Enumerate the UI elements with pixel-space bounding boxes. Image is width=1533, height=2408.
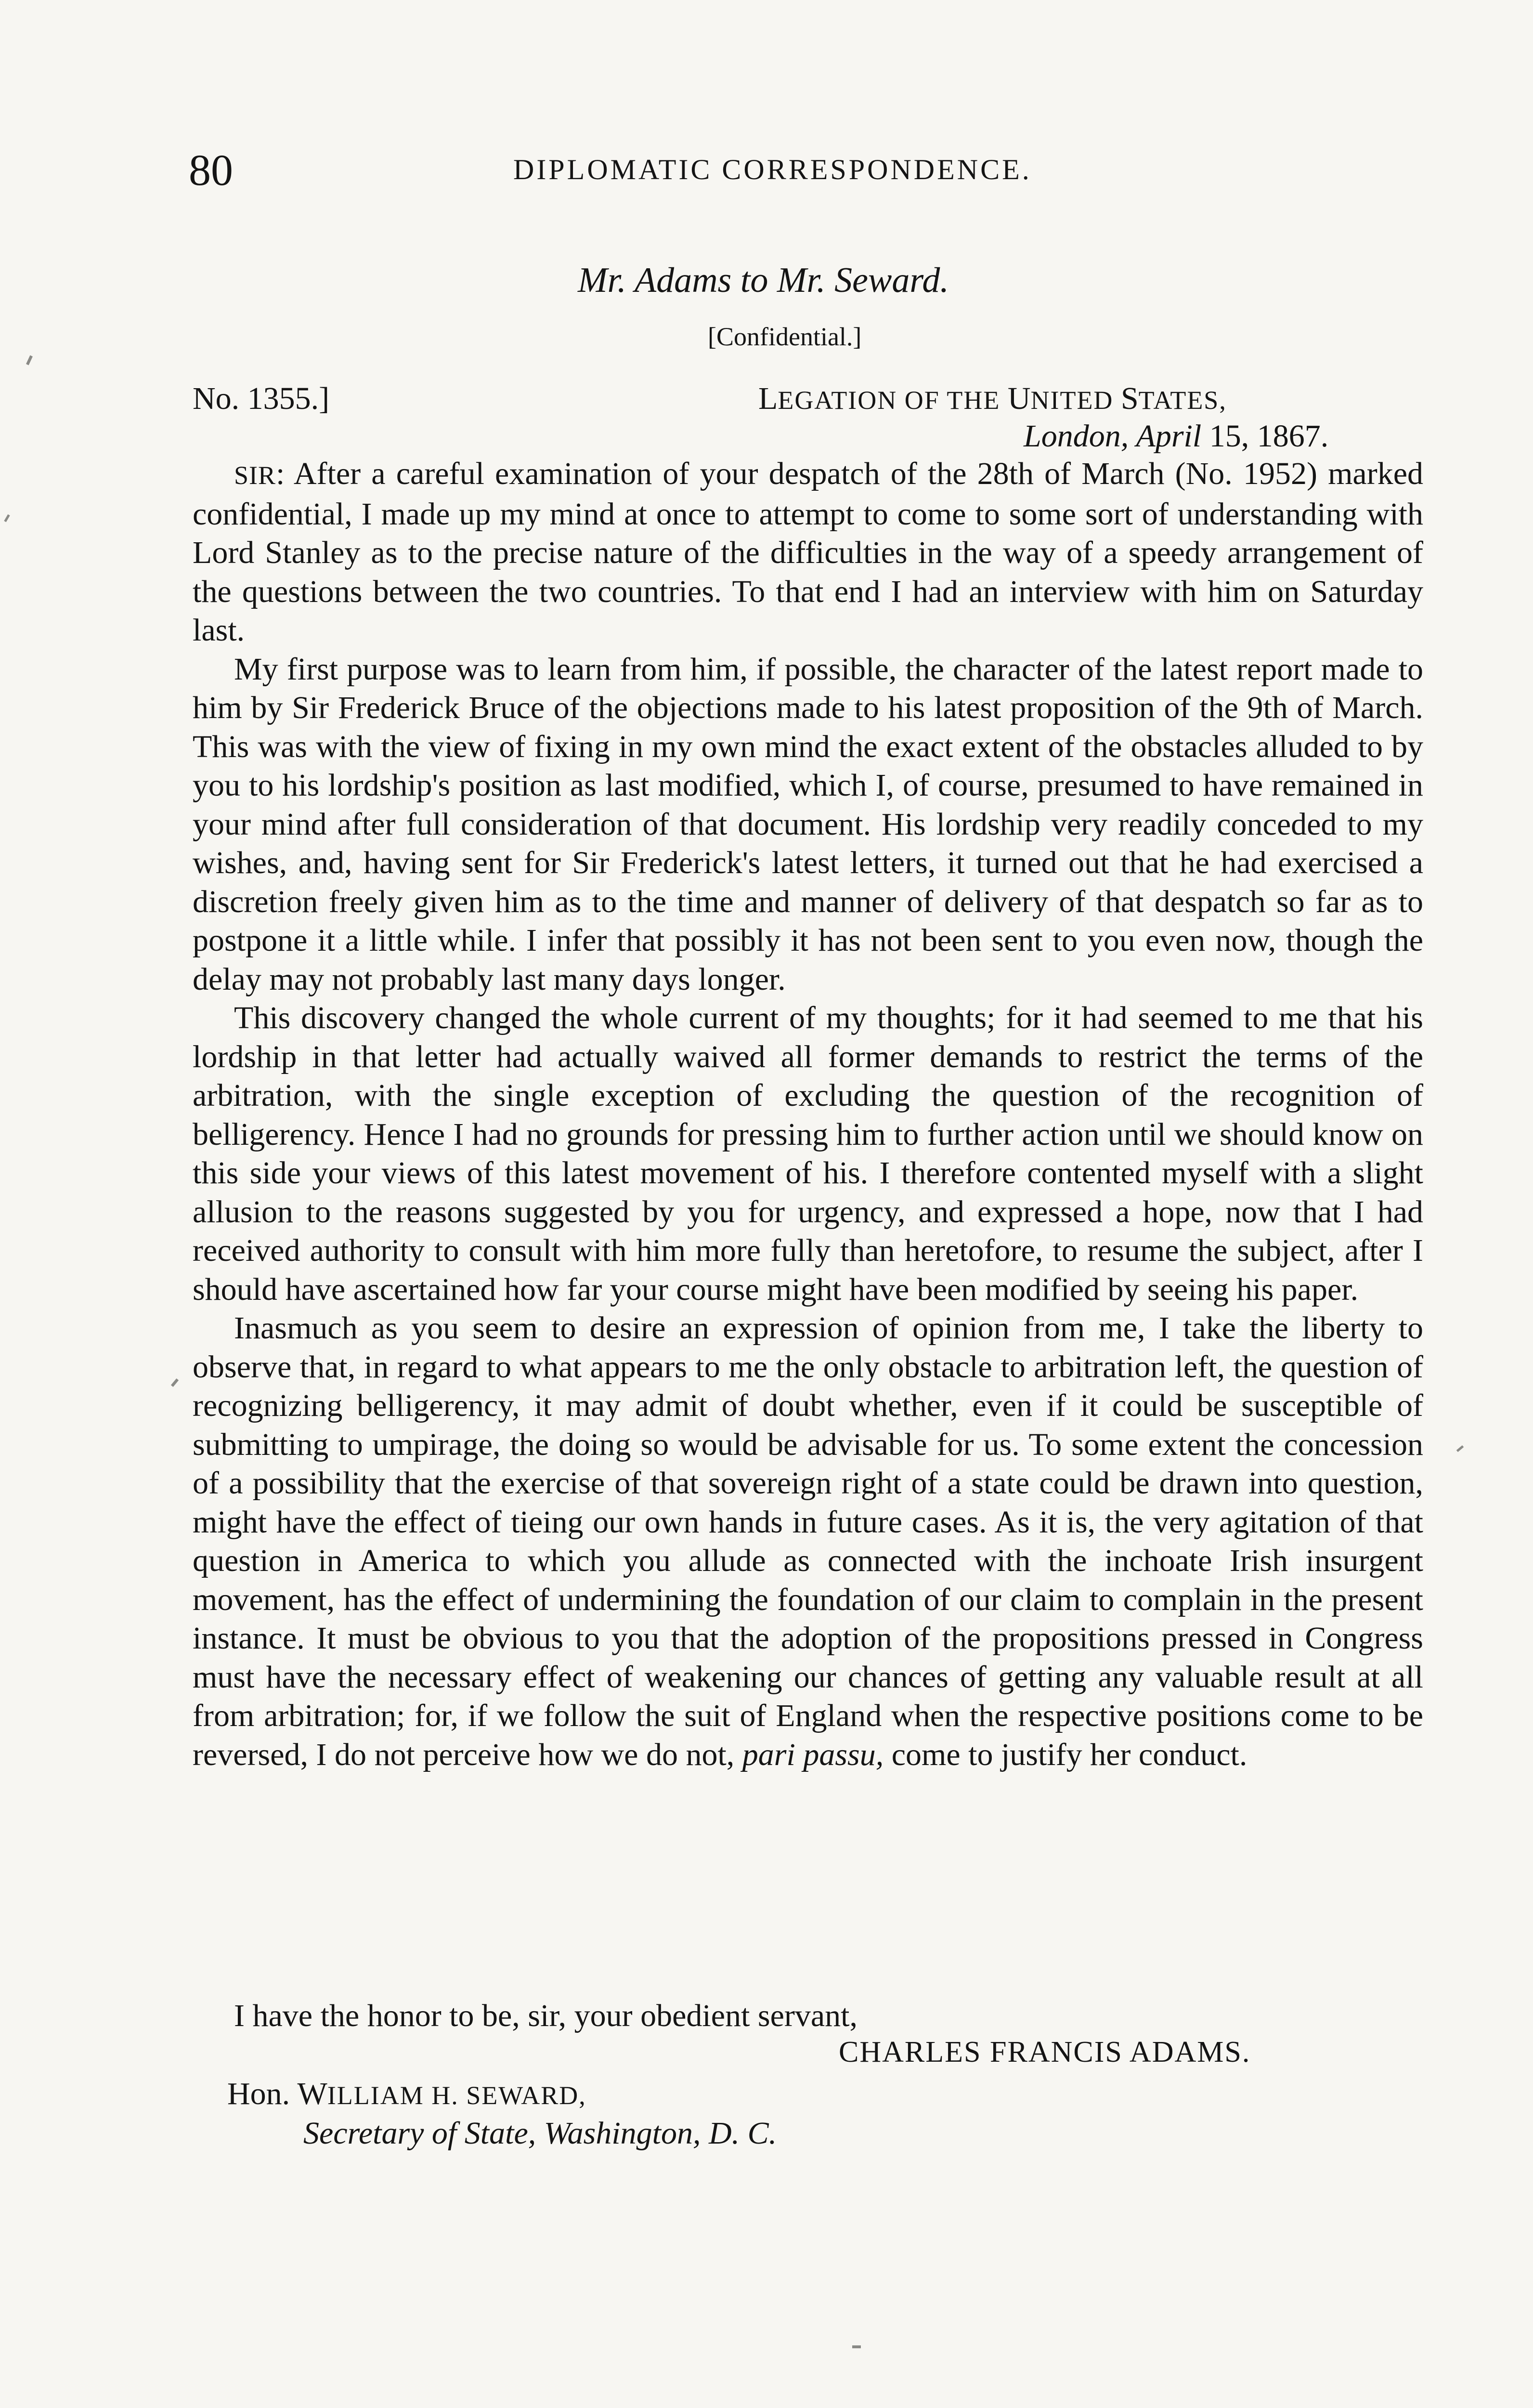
scan-speck: [4, 514, 10, 522]
confidential-marking: [Confidential.]: [708, 322, 862, 351]
scan-speck: [26, 355, 33, 366]
paragraph-2: My first purpose was to learn from him, if possible, the character of the latest report made to him by Sir Frederick Bruce of the objections made to his latest proposition of the 9th of March. This was with the view of fixing in my own mind the exact extent of the obstacles alluded to by you to his lordship's position as last modified, which I, of course, presumed to have remained in your mind after full consideration of that document. His lordship very readily conceded to my wishes, and, having sent for Sir Frederick's latest letters, it turned out that he had exercised a discretion freely given him as to the time and manner of delivery of that despatch so far as to postpone it a little while. I infer that possibly it has not been sent to you even now, though the delay may not probably last many days longer.: [193, 651, 1423, 997]
page-number: 80: [189, 145, 233, 195]
scan-speck: [852, 2345, 861, 2348]
signature: CHARLES FRANCIS ADAMS.: [839, 2036, 1251, 2068]
letter-body: [193, 455, 1423, 1774]
scan-speck: [1456, 1445, 1464, 1452]
scan-speck: [171, 1378, 179, 1387]
paragraph-4: Inasmuch as you seem to desire an expression of opinion from me, I take the liberty to observe that, in regard to what appears to me the only obstacle to arbitration left, the question of recognizing belligerency, it may admit of doubt whether, even if it could be susceptible of submitting to umpirage, the doing so would be advisable for us. To some extent the concession of a possibility that the exercise of that sovereign right of a state could be drawn into question, might have the effect of tieing our own hands in future cases. As it is, the very agitation of that question in America to which you allude as connected with the inchoate Irish insurgent movement, has the effect of undermining the foundation of our claim to complain in the present instance. It must be obvious to you that the adoption of the propositions pressed in Congress must have the necessary effect of weakening our chances of getting any valuable result at all from arbitration; for, if we follow the suit of England when the respective positions come to be reversed, I do not perceive how we do not, pari passu, come to justify her conduct.: [193, 1310, 1423, 1772]
dispatch-number: No. 1355.]: [193, 381, 330, 416]
paragraph-3: This discovery changed the whole current of my thoughts; for it had seemed to me that his lordship in that letter had actually waived all former demands to restrict the terms of the arbitration, with the single exception of excluding the question of the recognition of belligerency. Hence I had no grounds for pressing him to further action until we should know on this side your views of this latest movement of his. I therefore contented myself with a slight allusion to the reasons suggested by you for urgency, and expressed a hope, now that I had received authority to consult with him more fully than heretofore, to resume the subject, after I should have ascertained how far your course might have been modified by seeing his paper.: [193, 1000, 1423, 1307]
addressee-name: Hon. WILLIAM H. SEWARD,: [227, 2076, 586, 2111]
letter-heading: Mr. Adams to Mr. Seward.: [578, 261, 949, 300]
dateline: London, April 15, 1867.: [1024, 419, 1329, 454]
salutation: SIR: [234, 461, 276, 490]
paragraph-1: SIR: After a careful examination of your despatch of the 28th of March (No. 1952) marked confidential, I made up my mind at once to attempt to come to some sort of understanding with Lord Stanley as to the precise nature of the difficulties in the way of a speedy arrangement of the questions between the two countries. To that end I had an interview with him on Saturday last.: [193, 456, 1423, 648]
addressee-title: Secretary of State, Washington, D. C.: [303, 2116, 777, 2151]
legation-line: LEGATION OF THE UNITED STATES,: [758, 381, 1227, 416]
running-head: DIPLOMATIC CORRESPONDENCE.: [513, 154, 1032, 185]
closing-line: I have the honor to be, sir, your obedient servant,: [234, 1998, 857, 2033]
